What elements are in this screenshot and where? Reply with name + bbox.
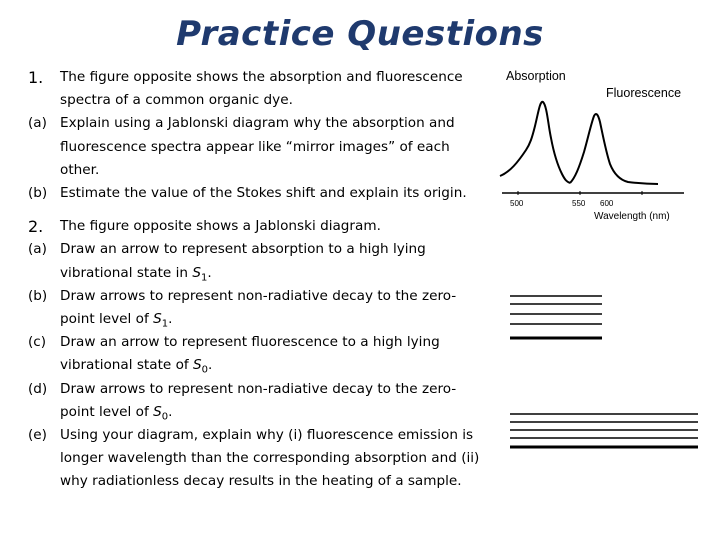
fluorescence-curve <box>570 114 658 184</box>
excited-state-levels <box>510 296 602 338</box>
question-2c <box>28 331 486 377</box>
question-1a <box>28 112 486 182</box>
question-number: (c) <box>28 334 47 351</box>
question-text: Using your diagram, explain why (i) fluorescence emission is longer wavelength than the corresponding absorption and (ii) why radiationless decay results in the heating of a sample. <box>60 427 480 490</box>
question-2e <box>28 424 486 494</box>
question-number: (e) <box>28 427 47 444</box>
jablonski-diagram <box>500 290 710 450</box>
question-text-before: Draw an arrow to represent fluorescence to a high lying vibrational state of <box>60 334 440 374</box>
question-text-after: . <box>168 403 173 420</box>
question-2 <box>28 215 486 238</box>
question-text-after: . <box>207 264 212 281</box>
question-number: (b) <box>28 287 48 304</box>
question-text-after: . <box>168 311 173 328</box>
absorption-curve <box>500 102 570 183</box>
question-2b <box>28 285 486 331</box>
absorption-label: Absorption <box>506 69 566 83</box>
ground-state-levels <box>510 414 698 447</box>
x-tick-label: 600 <box>600 199 614 208</box>
x-tick-label: 550 <box>572 199 586 208</box>
spectrum-figure <box>496 64 706 226</box>
question-number: (a) <box>28 241 47 258</box>
question-text-before: Draw arrows to represent non-radiative decay to the zero-point level of <box>60 287 457 328</box>
x-axis-label: Wavelength (nm) <box>594 211 670 222</box>
state-symbol: S <box>192 264 201 281</box>
question-text-after: . <box>208 357 213 374</box>
question-2a <box>28 238 486 284</box>
question-number: (b) <box>28 185 48 202</box>
fluorescence-label: Fluorescence <box>606 86 682 100</box>
x-tick-label: 500 <box>510 199 524 208</box>
question-number: 1. <box>28 68 44 87</box>
question-1 <box>28 66 486 112</box>
question-text: The figure opposite shows the absorption and fluorescence spectra of a common organic dye. <box>60 69 463 109</box>
question-text-before: Draw arrows to represent non-radiative decay to the zero-point level of <box>60 380 457 420</box>
question-number: (a) <box>28 115 47 132</box>
question-text: Estimate the value of the Stokes shift and explain its origin. <box>60 185 467 202</box>
state-symbol: S <box>193 357 202 374</box>
question-number: (d) <box>28 380 48 397</box>
state-subscript: 1 <box>161 318 169 330</box>
question-1b <box>28 182 486 205</box>
state-symbol: S <box>153 311 162 328</box>
question-number: 2. <box>28 217 44 237</box>
question-2d <box>28 378 486 424</box>
question-text-before: Draw an arrow to represent absorption to a high lying vibrational state in <box>60 241 426 281</box>
state-symbol: S <box>153 403 162 420</box>
question-text: The figure opposite shows a Jablonski diagram. <box>60 218 381 235</box>
state-subscript: 0 <box>201 365 209 377</box>
state-subscript: 0 <box>161 411 169 423</box>
question-text: Explain using a Jablonski diagram why the absorption and fluorescence spectra appear like “mirror images” of each other. <box>60 115 455 178</box>
page-title: Practice Questions <box>176 14 544 54</box>
state-subscript: 1 <box>200 272 208 284</box>
question-list <box>28 64 486 494</box>
